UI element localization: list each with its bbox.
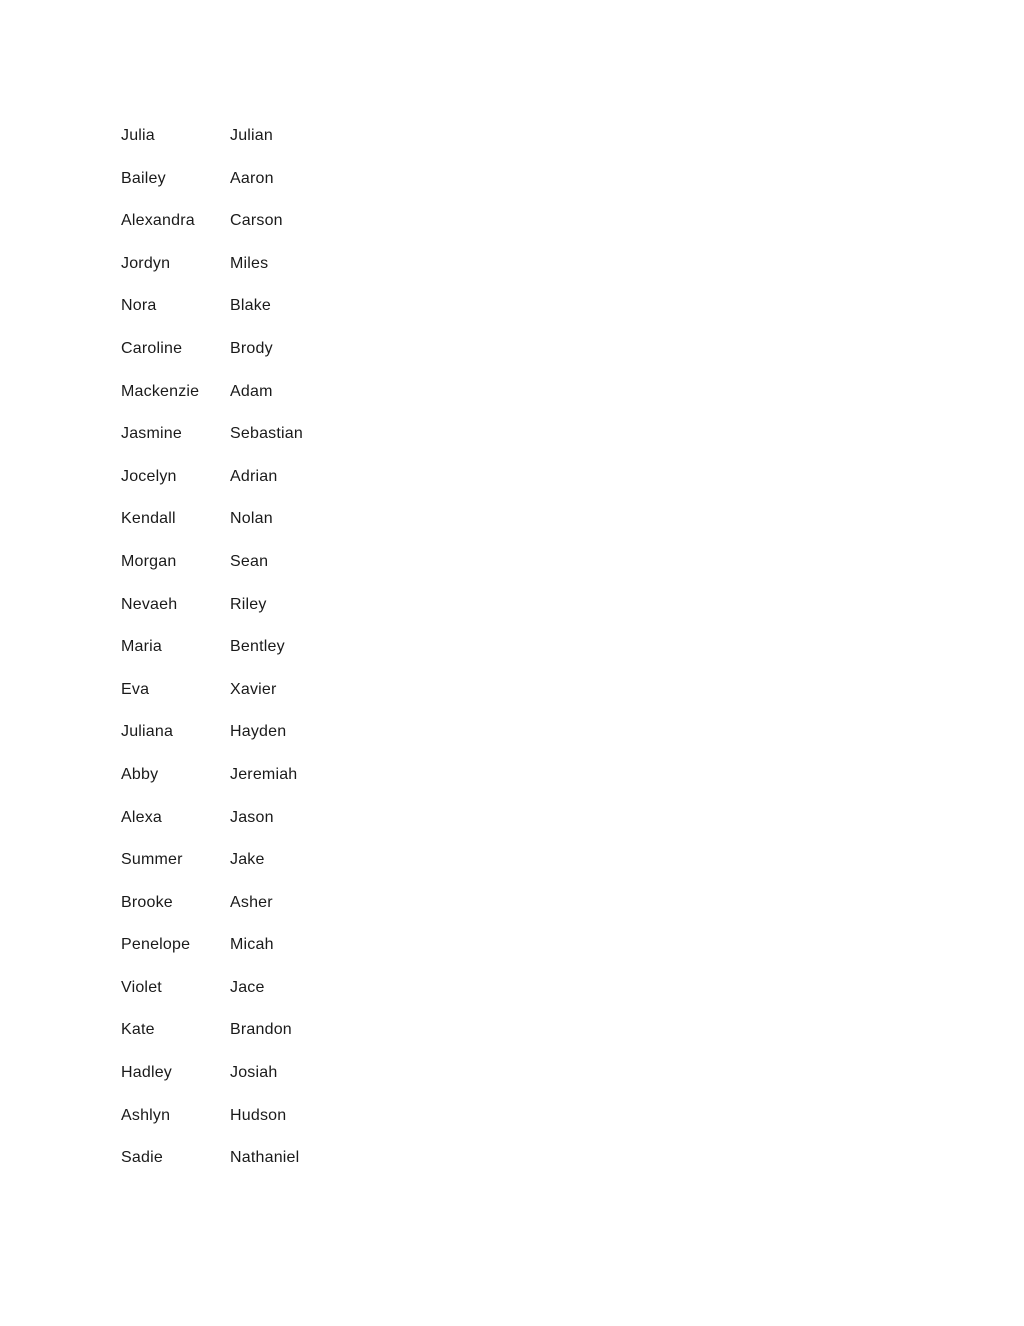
name-cell-right: Brandon — [230, 1021, 292, 1039]
name-cell-right: Carson — [230, 212, 283, 230]
table-row — [121, 1104, 350, 1147]
name-cell-right: Miles — [230, 254, 269, 272]
name-cell-left: Brooke — [121, 893, 173, 911]
name-cell-right: Hudson — [230, 1106, 287, 1124]
name-cell-left: Bailey — [121, 169, 166, 187]
name-cell-left: Jasmine — [121, 425, 182, 443]
table-row — [121, 380, 350, 423]
table-row — [121, 124, 350, 167]
name-cell-left: Alexa — [121, 808, 163, 826]
name-cell-right: Brody — [230, 339, 273, 357]
name-cell-left: Kate — [121, 1021, 155, 1039]
name-cell-right: Riley — [230, 595, 267, 613]
table-row — [121, 976, 350, 1019]
name-cell-right: Bentley — [230, 638, 285, 656]
table-row — [121, 422, 350, 465]
name-cell-left: Jocelyn — [121, 467, 177, 485]
name-cell-right: Hayden — [230, 723, 287, 741]
name-cell-left: Violet — [121, 978, 162, 996]
table-row — [121, 252, 350, 295]
table-row — [121, 720, 350, 763]
name-cell-right: Xavier — [230, 680, 277, 698]
name-cell-left: Ashlyn — [121, 1106, 171, 1124]
table-row — [121, 507, 350, 550]
table-row — [121, 337, 350, 380]
name-cell-right: Adam — [230, 382, 273, 400]
name-cell-left: Abby — [121, 765, 159, 783]
name-cell-right: Sebastian — [230, 425, 303, 443]
name-cell-right: Jace — [230, 978, 265, 996]
name-cell-left: Caroline — [121, 339, 183, 357]
name-cell-left: Juliana — [121, 723, 174, 741]
name-cell-left: Nora — [121, 297, 157, 315]
name-cell-right: Sean — [230, 552, 269, 570]
table-row — [121, 848, 350, 891]
table-row — [121, 635, 350, 678]
name-cell-left: Penelope — [121, 936, 191, 954]
name-cell-left: Sadie — [121, 1149, 163, 1167]
name-cell-left: Summer — [121, 851, 183, 869]
name-cell-right: Asher — [230, 893, 273, 911]
name-cell-right: Josiah — [230, 1064, 278, 1082]
table-row — [121, 465, 350, 508]
name-cell-right: Nathaniel — [230, 1149, 300, 1167]
name-cell-right: Nolan — [230, 510, 273, 528]
name-cell-left: Eva — [121, 680, 150, 698]
names-table — [121, 124, 350, 1189]
name-cell-right: Blake — [230, 297, 272, 315]
name-cell-right: Jason — [230, 808, 274, 826]
table-row — [121, 1146, 350, 1189]
name-cell-left: Morgan — [121, 552, 177, 570]
table-row — [121, 933, 350, 976]
table-row — [121, 1018, 350, 1061]
name-cell-right: Jake — [230, 851, 265, 869]
name-cell-right: Adrian — [230, 467, 278, 485]
table-row — [121, 294, 350, 337]
table-row — [121, 550, 350, 593]
name-cell-left: Mackenzie — [121, 382, 200, 400]
name-cell-right: Jeremiah — [230, 765, 298, 783]
table-row — [121, 1061, 350, 1104]
name-cell-left: Jordyn — [121, 254, 171, 272]
name-cell-left: Julia — [121, 127, 155, 144]
name-cell-left: Hadley — [121, 1064, 173, 1082]
name-cell-left: Maria — [121, 638, 163, 656]
name-cell-left: Kendall — [121, 510, 176, 528]
table-row — [121, 763, 350, 806]
table-row — [121, 678, 350, 721]
table-row — [121, 806, 350, 849]
name-cell-left: Alexandra — [121, 212, 195, 230]
table-row — [121, 209, 350, 252]
table-row — [121, 891, 350, 934]
name-cell-left: Nevaeh — [121, 595, 178, 613]
table-row — [121, 593, 350, 636]
name-cell-right: Micah — [230, 936, 274, 954]
name-cell-right: Aaron — [230, 169, 274, 187]
names-table-body — [121, 124, 350, 1189]
name-cell-right: Julian — [230, 127, 274, 144]
table-row — [121, 167, 350, 210]
